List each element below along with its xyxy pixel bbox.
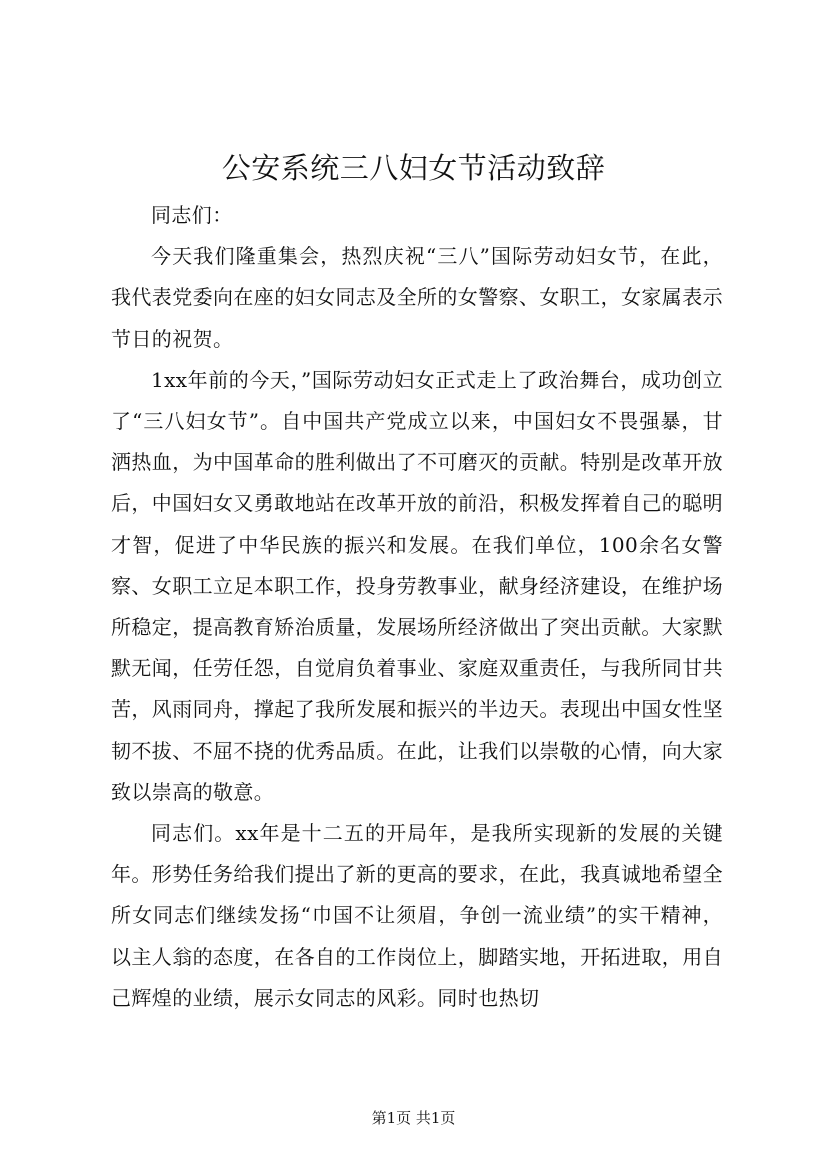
body-paragraph: 同志们。xx年是十二五的开局年，是我所实现新的发展的关键年。形势任务给我们提出了新的更高的要求，在此，我真诚地希望全所女同志们继续发扬“巾国不让须眉，争创一流业绩”的实干精神，以主人翁的态度，在各自的工作岗位上，脚踏实地，开拓进取，用自己辉煌的业绩，展示女同志的风彩。同时也热切 [111,821,723,1010]
body-paragraph: 1xx年前的今天，”国际劳动妇女正式走上了政治舞台，成功创立了“三八妇女节”。自中国共产党成立以来，中国妇女不畏强暴，甘洒热血，为中国革命的胜利做出了不可磨灭的贡献。特别是改革开放后，中国妇女又勇敢地站在改革开放的前沿，积极发挥着自己的聪明才智，促进了中华民族的振兴和发展。在我们单位，100余名女警察、女职工立足本职工作，投身劳教事业，献身经济建设，在维护场所稳定，提高教育矫治质量，发展场所经济做出了突出贡献。大家默默无闻，任劳任怨，自觉肩负着事业、家庭双重责任，与我所同甘共苦，风雨同舟，撑起了我所发展和振兴的半边天。表现出中国女性坚韧不拔、不屈不挠的优秀品质。在此，让我们以崇敬的心情，向大家致以崇高的敬意。 [111,367,723,804]
page-footer [0,1107,827,1129]
document-body [111,195,723,1019]
salutation-paragraph: 同志们： [151,203,233,227]
document-title: 公安系统三八妇女节活动致辞 [221,151,606,185]
page-number: 第1页 共1页 [371,1109,456,1127]
body-paragraph: 今天我们隆重集会，热烈庆祝“三八”国际劳动妇女节，在此，我代表党委向在座的妇女同志及全所的女警察、女职工，女家属表示节日的祝贺。 [111,244,723,351]
